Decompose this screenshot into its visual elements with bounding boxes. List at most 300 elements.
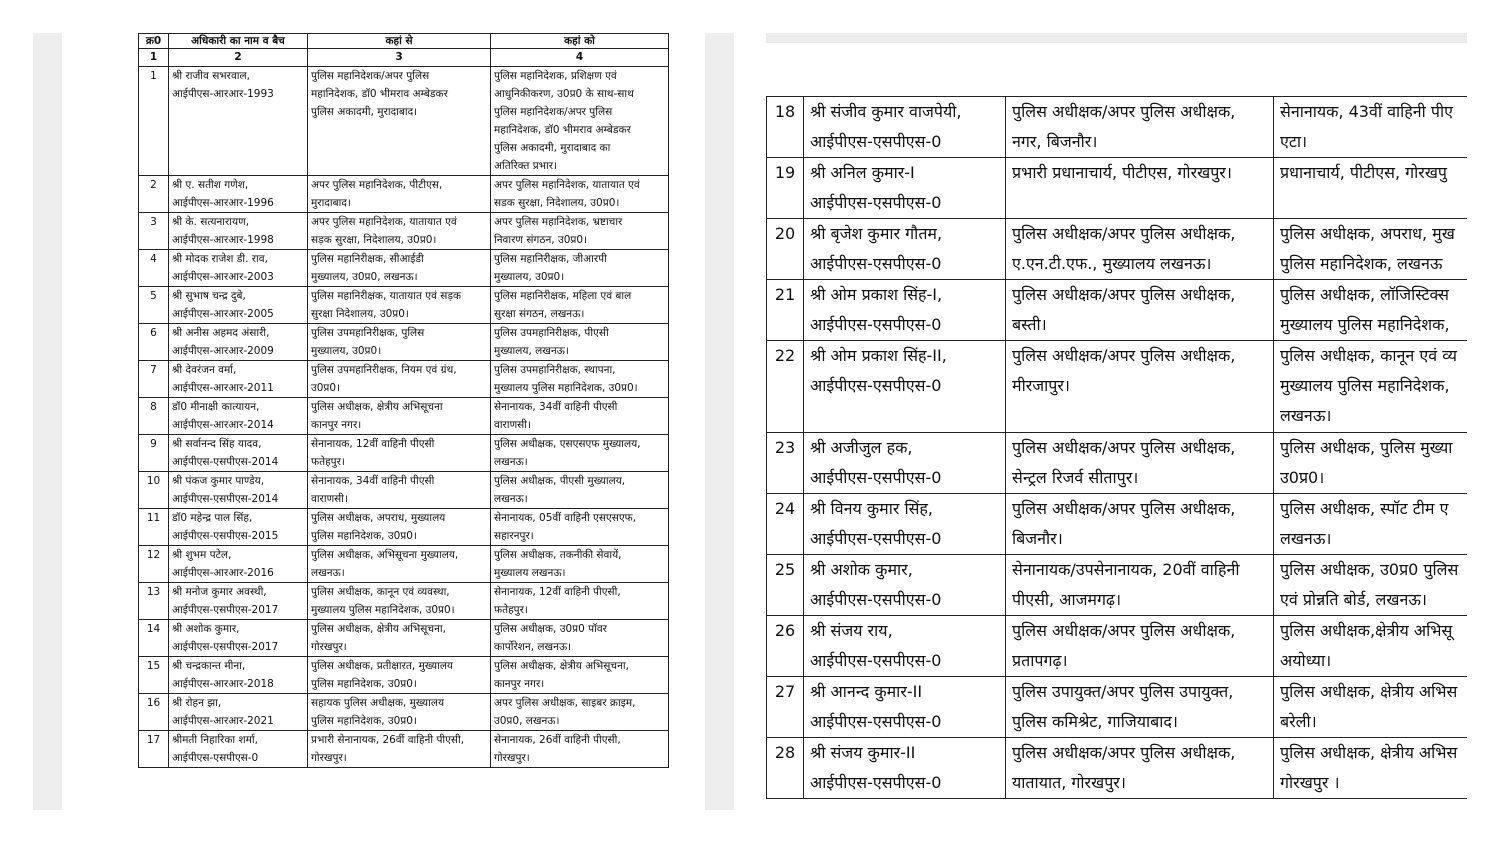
cell-to [491, 361, 669, 398]
cell-from [1006, 158, 1274, 219]
right-document-page [734, 33, 1467, 810]
table-row [139, 213, 669, 250]
name-line: आईपीएस-आरआर-2011 [172, 382, 274, 394]
table-row [139, 67, 669, 176]
cell-from [308, 67, 491, 176]
cell-to [1274, 738, 1468, 799]
name-line: डॉ0 मीनाक्षी कात्यायन, [172, 401, 260, 413]
from-line: पुलिस उपमहानिरीक्षक, नियम एवं ग्रंथ, [311, 364, 457, 376]
cell-name [169, 657, 308, 694]
cell-to [491, 398, 669, 435]
cell-sn: 20 [767, 219, 804, 280]
cell-name [804, 97, 1006, 158]
to-line: सेनानायक, 34वीं वाहिनी पीएसी [494, 401, 618, 413]
cell-from [308, 509, 491, 546]
cell-name [169, 509, 308, 546]
table-row [767, 494, 1468, 555]
cell-to [491, 67, 669, 176]
from-line: पुलिस महानिदेशक/अपर पुलिस [311, 70, 430, 82]
from-line: फतेहपुर। [311, 456, 345, 468]
to-line: पुलिस महानिरीक्षक, जीआरपी [494, 253, 607, 265]
name-line: आईपीएस-एसपीएस-0 [810, 529, 942, 548]
name-line: आईपीएस-एसपीएस-2014 [172, 456, 279, 468]
to-line: प्रधानाचार्य, पीटीएस, गोरखपु [1280, 163, 1448, 182]
cell-to [491, 509, 669, 546]
name-line: श्री विनय कुमार सिंह, [810, 499, 934, 518]
from-line: पुलिस अधीक्षक/अपर पुलिस अधीक्षक, [1012, 438, 1236, 457]
cell-from [308, 324, 491, 361]
name-line: आईपीएस-आरआर-2009 [172, 345, 274, 357]
from-line: गोरखपुर। [311, 641, 347, 653]
column-number: 1 [139, 49, 169, 67]
to-line: लखनऊ। [1280, 406, 1332, 425]
column-number: 3 [308, 49, 491, 67]
cell-name [169, 287, 308, 324]
from-line: सेनानायक/उपसेनानायक, 20वीं वाहिनी [1012, 560, 1240, 579]
table-row [767, 555, 1468, 616]
from-line: उ0प्र0। [311, 382, 341, 394]
name-line: श्री मोदक राजेश डी. राव, [172, 253, 268, 265]
table-row [139, 250, 669, 287]
table-row [139, 620, 669, 657]
to-line: एवं प्रोन्नति बोर्ड, लखनऊ। [1280, 590, 1428, 609]
to-line: पुलिस अधीक्षक, स्पॉट टीम ए [1280, 499, 1449, 518]
from-line: प्रभारी प्रधानाचार्य, पीटीएस, गोरखपुर। [1012, 163, 1232, 182]
name-line: श्री देवरंजन वर्मा, [172, 364, 237, 376]
cell-to [1274, 219, 1468, 280]
to-line: पुलिस अधीक्षक, क्षेत्रीय अभिस [1280, 682, 1458, 701]
cell-to [1274, 555, 1468, 616]
cell-name [169, 176, 308, 213]
name-line: आईपीएस-आरआर-2003 [172, 271, 274, 283]
to-line: पुलिस महानिदेशक, लखनऊ [1280, 254, 1443, 273]
name-line: आईपीएस-आरआर-2005 [172, 308, 274, 320]
name-line: श्री ओम प्रकाश सिंह-I, [810, 285, 943, 304]
to-line: मुख्यालय, लखनऊ। [494, 345, 569, 357]
name-line: श्री शुभम पटेल, [172, 549, 232, 561]
to-line: पुलिस अधीक्षक, कानून एवं व्य [1280, 346, 1457, 365]
name-line: डॉ0 महेन्द्र पाल सिंह, [172, 512, 253, 524]
to-line: अतिरिक्त प्रभार। [494, 160, 558, 172]
cell-sn: 18 [767, 97, 804, 158]
table-row [139, 398, 669, 435]
table-row [139, 361, 669, 398]
name-line: श्रीमती निहारिका शर्मा, [172, 734, 258, 746]
name-line: श्री राजीव सभरवाल, [172, 70, 250, 82]
cell-sn: 7 [139, 361, 169, 398]
from-line: प्रतापगढ़। [1012, 651, 1068, 670]
cell-from [308, 472, 491, 509]
cell-to [491, 694, 669, 731]
name-line: आईपीएस-एसपीएस-2015 [172, 530, 279, 542]
column-number: 2 [169, 49, 308, 67]
name-line: आईपीएस-एसपीएस-0 [810, 193, 942, 212]
name-line: श्री अशोक कुमार, [810, 560, 913, 579]
name-line: आईपीएस-आरआर-1996 [172, 197, 274, 209]
middle-margin-strip [705, 33, 734, 810]
from-line: पुलिस महानिरीक्षक, सीआईडी [311, 253, 424, 265]
cell-name [169, 694, 308, 731]
from-line: पुलिस अधीक्षक, क्षेत्रीय अभिसूचना [311, 401, 443, 413]
to-line: पुलिस महानिदेशक/अपर पुलिस [494, 106, 613, 118]
right-table-body [767, 97, 1468, 799]
to-line: पुलिस अधीक्षक, पुलिस मुख्या [1280, 438, 1453, 457]
cell-to [491, 731, 669, 768]
to-line: मुख्यालय, उ0प्र0। [494, 271, 565, 283]
cell-name [804, 158, 1006, 219]
header-officer-name: अधिकारी का नाम व बैच [169, 34, 308, 49]
name-line: आईपीएस-एसपीएस-0 [810, 132, 942, 151]
cell-to [491, 176, 669, 213]
to-line: अपर पुलिस अधीक्षक, साइबर क्राइम, [494, 697, 636, 709]
cell-name [169, 324, 308, 361]
name-line: आईपीएस-आरआर-1998 [172, 234, 274, 246]
right-transfer-table [766, 96, 1467, 799]
cell-sn: 1 [139, 67, 169, 176]
cell-sn: 8 [139, 398, 169, 435]
to-line: पुलिस उपमहानिरीक्षक, पीएसी [494, 327, 609, 339]
to-line: पुलिस अकादमी, मुरादाबाद का [494, 142, 611, 154]
from-line: मुख्यालय, उ0प्र0। [311, 345, 382, 357]
cell-name [804, 219, 1006, 280]
cell-sn: 28 [767, 738, 804, 799]
cell-to [491, 324, 669, 361]
cell-name [169, 620, 308, 657]
name-line: श्री पंकज कुमार पाण्डेय, [172, 475, 265, 487]
name-line: श्री सुभाष चन्द्र दुबे, [172, 290, 246, 302]
cell-sn: 13 [139, 583, 169, 620]
cell-to [491, 657, 669, 694]
cell-sn: 25 [767, 555, 804, 616]
table-row [139, 657, 669, 694]
cell-to [491, 435, 669, 472]
cell-to [491, 546, 669, 583]
to-line: पुलिस महानिदेशक, प्रशिक्षण एवं [494, 70, 617, 82]
cell-from [308, 361, 491, 398]
name-line: श्री सर्वानन्द सिंह यादव, [172, 438, 262, 450]
to-line: सेनानायक, 05वीं वाहिनी एसएसएफ, [494, 512, 637, 524]
cell-from [1006, 341, 1274, 433]
cell-name [804, 616, 1006, 677]
cell-sn: 16 [139, 694, 169, 731]
from-line: लखनऊ। [311, 567, 345, 579]
cell-from [308, 546, 491, 583]
to-line: सेनानायक, 12वीं वाहिनी पीएसी, [494, 586, 621, 598]
to-line: अपर पुलिस महानिदेशक, भ्रष्टाचार [494, 216, 623, 228]
table-row [767, 158, 1468, 219]
cell-from [308, 731, 491, 768]
from-line: महानिदेशक, डॉ0 भीमराव अम्बेडकर [311, 88, 448, 100]
cell-to [491, 250, 669, 287]
cell-to [491, 620, 669, 657]
table-row [767, 219, 1468, 280]
from-line: पुलिस महानिरीक्षक, यातायात एवं सड़क [311, 290, 462, 302]
to-line: पुलिस उपमहानिरीक्षक, स्थापना, [494, 364, 616, 376]
cell-from [1006, 616, 1274, 677]
cell-name [169, 67, 308, 176]
name-line: श्री अनीस अहमद अंसारी, [172, 327, 270, 339]
table-row [139, 472, 669, 509]
from-line: पुलिस अधीक्षक/अपर पुलिस अधीक्षक, [1012, 621, 1236, 640]
table-row [139, 731, 669, 768]
to-line: मुख्यालय लखनऊ। [494, 567, 566, 579]
left-document-page [62, 33, 705, 810]
cell-from [308, 620, 491, 657]
to-line: आधुनिकीकरण, उ0प्र0 के साथ-साथ [494, 88, 634, 100]
cell-from [308, 213, 491, 250]
to-line: निवारण संगठन, उ0प्र0। [494, 234, 588, 246]
to-line: पुलिस अधीक्षक, उ0प्र0 पुलिस [1280, 560, 1459, 579]
name-line: श्री चन्द्रकान्त मीना, [172, 660, 246, 672]
to-line: लखनऊ। [1280, 529, 1332, 548]
table-row [139, 583, 669, 620]
to-line: गोरखपुर । [1280, 773, 1340, 792]
name-line: आईपीएस-आरआर-2014 [172, 419, 274, 431]
from-line: पीएसी, आजमगढ़। [1012, 590, 1122, 609]
from-line: पुलिस महानिदेशक, उ0प्र0। [311, 715, 417, 727]
to-line: सहारनपुर। [494, 530, 534, 542]
to-line: सडक सुरक्षा, निदेशालय, उ0प्र0। [494, 197, 620, 209]
from-line: ए.एन.टी.एफ., मुख्यालय लखनऊ। [1012, 254, 1212, 273]
from-line: मुख्यालय, उ0प्र0, लखनऊ। [311, 271, 418, 283]
table-row [139, 324, 669, 361]
cell-to [1274, 494, 1468, 555]
from-line: पुलिस अधीक्षक/अपर पुलिस अधीक्षक, [1012, 743, 1236, 762]
column-number: 4 [491, 49, 669, 67]
cell-sn: 4 [139, 250, 169, 287]
from-line: कानपुर नगर। [311, 419, 362, 431]
table-row [139, 435, 669, 472]
from-line: मुरादाबाद। [311, 197, 351, 209]
cell-to [1274, 616, 1468, 677]
cell-sn: 19 [767, 158, 804, 219]
cell-sn: 6 [139, 324, 169, 361]
cell-sn: 5 [139, 287, 169, 324]
cell-to [491, 213, 669, 250]
to-line: पुलिस अधीक्षक, क्षेत्रीय अभिसूचना, [494, 660, 629, 672]
cell-sn: 23 [767, 433, 804, 494]
name-line: आईपीएस-एसपीएस-0 [810, 468, 942, 487]
from-line: पुलिस महानिदेशक, उ0प्र0। [311, 530, 417, 542]
to-line: महानिदेशक, डॉ0 भीमराव अम्बेडकर [494, 124, 631, 136]
table-row [139, 546, 669, 583]
left-transfer-table [138, 33, 669, 768]
name-line: आईपीएस-एसपीएस-0 [810, 254, 942, 273]
from-line: पुलिस अधीक्षक, क्षेत्रीय अभिसूचना, [311, 623, 446, 635]
name-line: आईपीएस-एसपीएस-0 [810, 651, 942, 670]
left-margin-strip [33, 33, 62, 810]
to-line: फतेहपुर। [494, 604, 528, 616]
cell-from [308, 583, 491, 620]
name-line: श्री संजय राय, [810, 621, 893, 640]
to-line: पुलिस अधीक्षक, लॉजिस्टिक्स [1280, 285, 1450, 304]
name-line: आईपीएस-एसपीएस-0 [810, 315, 942, 334]
table-row [139, 287, 669, 324]
from-line: सेनानायक, 12वीं वाहिनी पीएसी [311, 438, 435, 450]
from-line: वाराणसी। [311, 493, 348, 505]
cell-name [804, 433, 1006, 494]
from-line: पुलिस अधीक्षक, अभिसूचना मुख्यालय, [311, 549, 459, 561]
cell-sn: 27 [767, 677, 804, 738]
table-row [139, 509, 669, 546]
to-line: सेनानायक, 43वीं वाहिनी पीए [1280, 102, 1453, 121]
from-line: पुलिस अधीक्षक, प्रतीक्षारत, मुख्यालय [311, 660, 454, 672]
cell-from [308, 398, 491, 435]
cell-sn: 2 [139, 176, 169, 213]
name-line: श्री के. सत्यनारायण, [172, 216, 250, 228]
name-line: श्री आनन्द कुमार-II [810, 682, 923, 701]
from-line: पुलिस उपायुक्त/अपर पुलिस उपायुक्त, [1012, 682, 1234, 701]
table-row [767, 616, 1468, 677]
cell-sn: 9 [139, 435, 169, 472]
cell-to [1274, 97, 1468, 158]
name-line: आईपीएस-एसपीएस-0 [810, 712, 942, 731]
to-line: कानपुर नगर। [494, 678, 545, 690]
header-to: कहां को [491, 34, 669, 49]
from-line: सहायक पुलिस अधीक्षक, मुख्यालय [311, 697, 445, 709]
cell-to [1274, 158, 1468, 219]
name-line: आईपीएस-एसपीएस-2017 [172, 641, 279, 653]
cell-from [308, 287, 491, 324]
name-line: श्री अशोक कुमार, [172, 623, 240, 635]
cell-from [1006, 738, 1274, 799]
to-line: बरेली। [1280, 712, 1317, 731]
name-line: श्री अजीजुल हक, [810, 438, 913, 457]
to-line: पुलिस महानिरीक्षक, महिला एवं बाल [494, 290, 632, 302]
name-line: आईपीएस-आरआर-2021 [172, 715, 274, 727]
cell-from [1006, 433, 1274, 494]
cell-sn: 15 [139, 657, 169, 694]
cell-to [1274, 433, 1468, 494]
table-row [767, 738, 1468, 799]
name-line: श्री संजय कुमार-II [810, 743, 916, 762]
to-line: गोरखपुर। [494, 752, 530, 764]
to-line: पुलिस अधीक्षक, एसएसएफ मुख्यालय, [494, 438, 641, 450]
header-from: कहां से [308, 34, 491, 49]
from-line: पुलिस महानिदेशक, उ0प्र0। [311, 678, 417, 690]
to-line: सेनानायक, 26वीं वाहिनी पीएसी, [494, 734, 621, 746]
from-line: पुलिस अधीक्षक/अपर पुलिस अधीक्षक, [1012, 224, 1236, 243]
table-row [767, 677, 1468, 738]
cell-sn: 14 [139, 620, 169, 657]
cell-name [169, 361, 308, 398]
cell-to [1274, 280, 1468, 341]
from-line: सेन्ट्रल रिजर्व सीतापुर। [1012, 468, 1139, 487]
cell-name [804, 555, 1006, 616]
cell-from [308, 435, 491, 472]
cell-to [491, 287, 669, 324]
cell-from [1006, 555, 1274, 616]
cell-name [169, 213, 308, 250]
cell-name [804, 280, 1006, 341]
left-table-body [139, 67, 669, 768]
to-line: लखनऊ। [494, 493, 528, 505]
table-row [139, 694, 669, 731]
from-line: गोरखपुर। [311, 752, 347, 764]
from-line: सुरक्षा निदेशालय, उ0प्र0। [311, 308, 409, 320]
table-row [139, 176, 669, 213]
from-line: बिजनौर। [1012, 529, 1063, 548]
cell-to [1274, 677, 1468, 738]
header-serial: क्र0 [139, 34, 169, 49]
cell-name [169, 250, 308, 287]
cell-sn: 17 [139, 731, 169, 768]
name-line: श्री अनिल कुमार-I [810, 163, 915, 182]
from-line: पुलिस कमिश्रेट, गाजियाबाद। [1012, 712, 1178, 731]
cell-sn: 21 [767, 280, 804, 341]
to-line: पुलिस अधीक्षक, अपराध, मुख [1280, 224, 1455, 243]
cell-name [169, 472, 308, 509]
cell-from [1006, 677, 1274, 738]
name-line: आईपीएस-एसपीएस-0 [810, 590, 942, 609]
page-top-shadow [766, 33, 1467, 43]
name-line: श्री बृजेश कुमार गौतम, [810, 224, 943, 243]
cell-to [491, 583, 669, 620]
from-line: पुलिस अधीक्षक/अपर पुलिस अधीक्षक, [1012, 499, 1236, 518]
from-line: पुलिस अधीक्षक/अपर पुलिस अधीक्षक, [1012, 346, 1236, 365]
cell-sn: 11 [139, 509, 169, 546]
cell-sn: 26 [767, 616, 804, 677]
from-line: मीरजापुर। [1012, 376, 1070, 395]
name-line: आईपीएस-एसपीएस-0 [810, 376, 942, 395]
name-line: श्री रोहन झा, [172, 697, 222, 709]
cell-from [1006, 97, 1274, 158]
table-row [767, 433, 1468, 494]
column-number-row [139, 49, 669, 67]
cell-from [308, 657, 491, 694]
name-line: आईपीएस-एसपीएस-2017 [172, 604, 279, 616]
name-line: श्री ओम प्रकाश सिंह-II, [810, 346, 947, 365]
name-line: आईपीएस-एसपीएस-2014 [172, 493, 279, 505]
cell-name [804, 341, 1006, 433]
cell-from [308, 176, 491, 213]
name-line: आईपीएस-एसपीएस-0 [810, 773, 942, 792]
to-line: पुलिस अधीक्षक, उ0प्र0 पॉवर [494, 623, 607, 635]
from-line: पुलिस अकादमी, मुरादाबाद। [311, 106, 418, 118]
to-line: पुलिस अधीक्षक, क्षेत्रीय अभिस [1280, 743, 1458, 762]
to-line: पुलिस अधीक्षक, तकनीकी सेवायें, [494, 549, 622, 561]
table-row [767, 97, 1468, 158]
to-line: मुख्यालय पुलिस महानिदेशक, [1280, 315, 1450, 334]
cell-sn: 3 [139, 213, 169, 250]
to-line: अयोध्या। [1280, 651, 1332, 670]
from-line: नगर, बिजनौर। [1012, 132, 1098, 151]
from-line: पुलिस अधीक्षक/अपर पुलिस अधीक्षक, [1012, 102, 1236, 121]
cell-from [1006, 494, 1274, 555]
from-line: अपर पुलिस महानिदेशक, पीटीएस, [311, 179, 443, 191]
name-line: आईपीएस-आरआर-1993 [172, 88, 274, 100]
name-line: श्री मनोज कुमार अवस्थी, [172, 586, 267, 598]
cell-name [169, 546, 308, 583]
to-line: अपर पुलिस महानिदेशक, यातायात एवं [494, 179, 640, 191]
to-line: उ0प्र0। [1280, 468, 1325, 487]
to-line: पुलिस अधीक्षक,क्षेत्रीय अभिसू [1280, 621, 1453, 640]
cell-from [1006, 219, 1274, 280]
cell-name [804, 677, 1006, 738]
name-line: आईपीएस-आरआर-2016 [172, 567, 274, 579]
to-line: मुख्यालय पुलिस महानिदेशक, उ0प्र0। [494, 382, 638, 394]
from-line: मुख्यालय पुलिस महानिदेशक, उ0प्र0। [311, 604, 455, 616]
name-line: श्री संजीव कुमार वाजपेयी, [810, 102, 962, 121]
cell-sn: 22 [767, 341, 804, 433]
to-line: सुरक्षा संगठन, लखनऊ। [494, 308, 585, 320]
cell-name [169, 731, 308, 768]
to-line: लखनऊ। [494, 456, 528, 468]
to-line: पुलिस अधीक्षक, पीएसी मुख्यालय, [494, 475, 626, 487]
cell-name [804, 494, 1006, 555]
cell-to [1274, 341, 1468, 433]
table-row [767, 280, 1468, 341]
